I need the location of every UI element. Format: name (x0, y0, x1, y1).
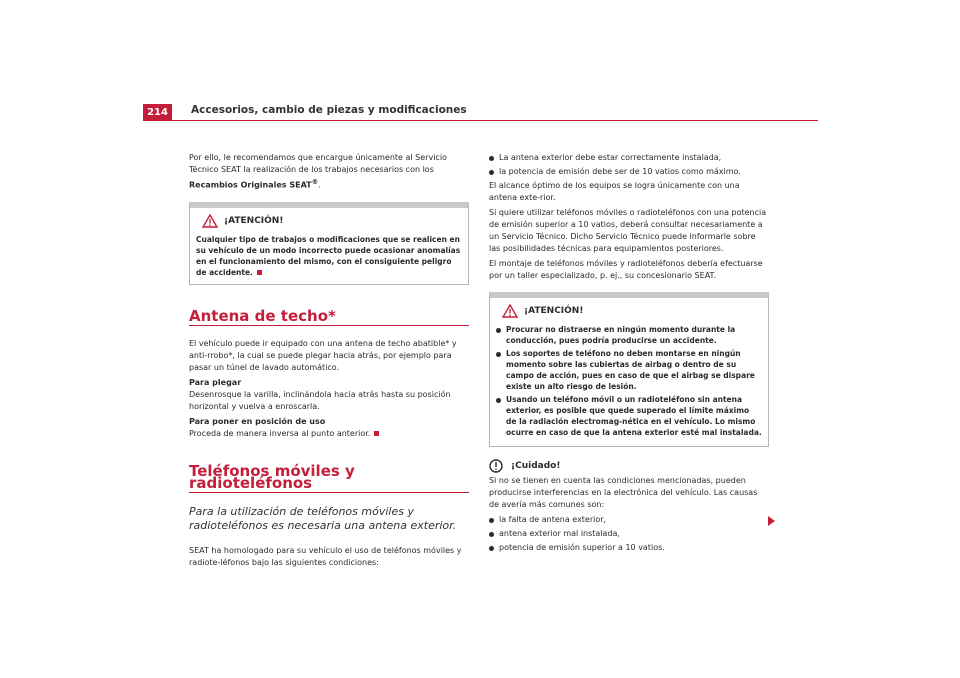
installation-paragraph: El montaje de teléfonos móviles y radioteléfonos debería efectuarse por un taller especializado, p. ej., su concesionario SEAT. (489, 259, 763, 280)
left-column (189, 152, 469, 572)
list-item: la falta de antena exterior, (489, 514, 769, 526)
warning-text (496, 324, 762, 438)
caution-exclamation-icon (489, 459, 503, 473)
warning-box (489, 292, 769, 447)
warning-text: Cualquier tipo de trabajos o modificaciones que se realicen en su vehículo de un modo incorrecto puede ocasionar anomalías en el funcionamiento del mismo, con el consiguiente peligro de accidente. (196, 234, 461, 277)
warning-triangle-icon (502, 304, 518, 318)
intro-paragraph: Por ello, le recomendamos que encargue únicamente al Servicio Técnico SEAT la realización de los trabajos necesarios con los Recambios Originales SEAT®. (189, 153, 447, 190)
warning-title: ¡ATENCIÓN! (224, 215, 284, 226)
caution-title: ¡Cuidado! (511, 461, 561, 471)
list-item: la potencia de emisión debe ser de 10 vatios como máximo. (489, 166, 769, 178)
phones-paragraph: SEAT ha homologado para su vehículo el uso de teléfonos móviles y radiote-léfonos bajo las siguientes condiciones: (189, 545, 462, 567)
section-heading-phones: Teléfonos móviles y radioteléfonos (189, 465, 469, 493)
list-item: potencia de emisión superior a 10 vatios. (489, 542, 769, 554)
list-item: Procurar no distraerse en ningún momento durante la conducción, pues podría producirse un accidente. (496, 324, 762, 346)
list-item: La antena exterior debe estar correctamente instalada, (489, 152, 769, 164)
warning-triangle-icon (202, 214, 218, 228)
page-header-title: Accesorios, cambio de piezas y modificaciones (191, 104, 467, 116)
warning-title: ¡ATENCIÓN! (524, 306, 584, 316)
power-paragraph: Si quiere utilizar teléfonos móviles o radioteléfonos con una potencia de emisión superior a 10 vatios, deberá consultar necesariamente a un Servicio Técnico. Dicho Servicio Técnico puede informarle sobre las posibilidades técnicas para equipamientos posteriores. (489, 208, 767, 253)
fold-subheading: Para plegar (189, 377, 242, 387)
end-mark-icon (374, 431, 379, 436)
phones-lead: Para la utilización de teléfonos móviles y radioteléfonos es necesaria una antena exterior. (189, 504, 457, 532)
list-item: Usando un teléfono móvil o un radioteléfono sin antena exterior, es posible que quede superado el límite máximo de la radiación electromag-nética en el vehículo. Lo mismo ocurre en caso de que la antena exterior esté mal instalada. (496, 394, 762, 438)
section-heading-roof-antenna: Antena de techo* (189, 310, 469, 326)
caution-paragraph: Si no se tienen en cuenta las condiciones mencionadas, pueden producirse interferencias en la electrónica del vehículo. Las causas de avería más comunes son: (489, 476, 758, 509)
range-paragraph: El alcance óptimo de los equipos se logra únicamente con una antena exte-rior. (489, 181, 740, 202)
page-number: 214 (143, 104, 172, 121)
header-rule (172, 120, 818, 121)
list-item: antena exterior mal instalada, (489, 528, 769, 540)
roof-antenna-paragraph: El vehículo puede ir equipado con una antena de techo abatible* y anti-rrobo*, la cual se puede plegar hacia atrás, por ejemplo para pasar un túnel de lavado automático. (189, 338, 457, 372)
end-mark-icon (257, 270, 262, 275)
use-position-paragraph: Proceda de manera inversa al punto anterior. (189, 428, 469, 440)
use-position-subheading: Para poner en posición de uso (189, 416, 326, 426)
fold-paragraph: Desenrosque la varilla, inclinándola hacia atrás hasta su posición horizontal y vuelva a enroscarla. (189, 389, 451, 411)
warning-box (189, 202, 469, 285)
next-page-arrow-icon (768, 516, 775, 526)
list-item: Los soportes de teléfono no deben montarse en ningún momento sobre las cubiertas de airbag o dentro de su campo de acción, pues en caso de que el airbag se dispare existe un alto riesgo de lesión. (496, 348, 762, 392)
right-column (489, 152, 769, 556)
caution-heading (489, 459, 769, 473)
